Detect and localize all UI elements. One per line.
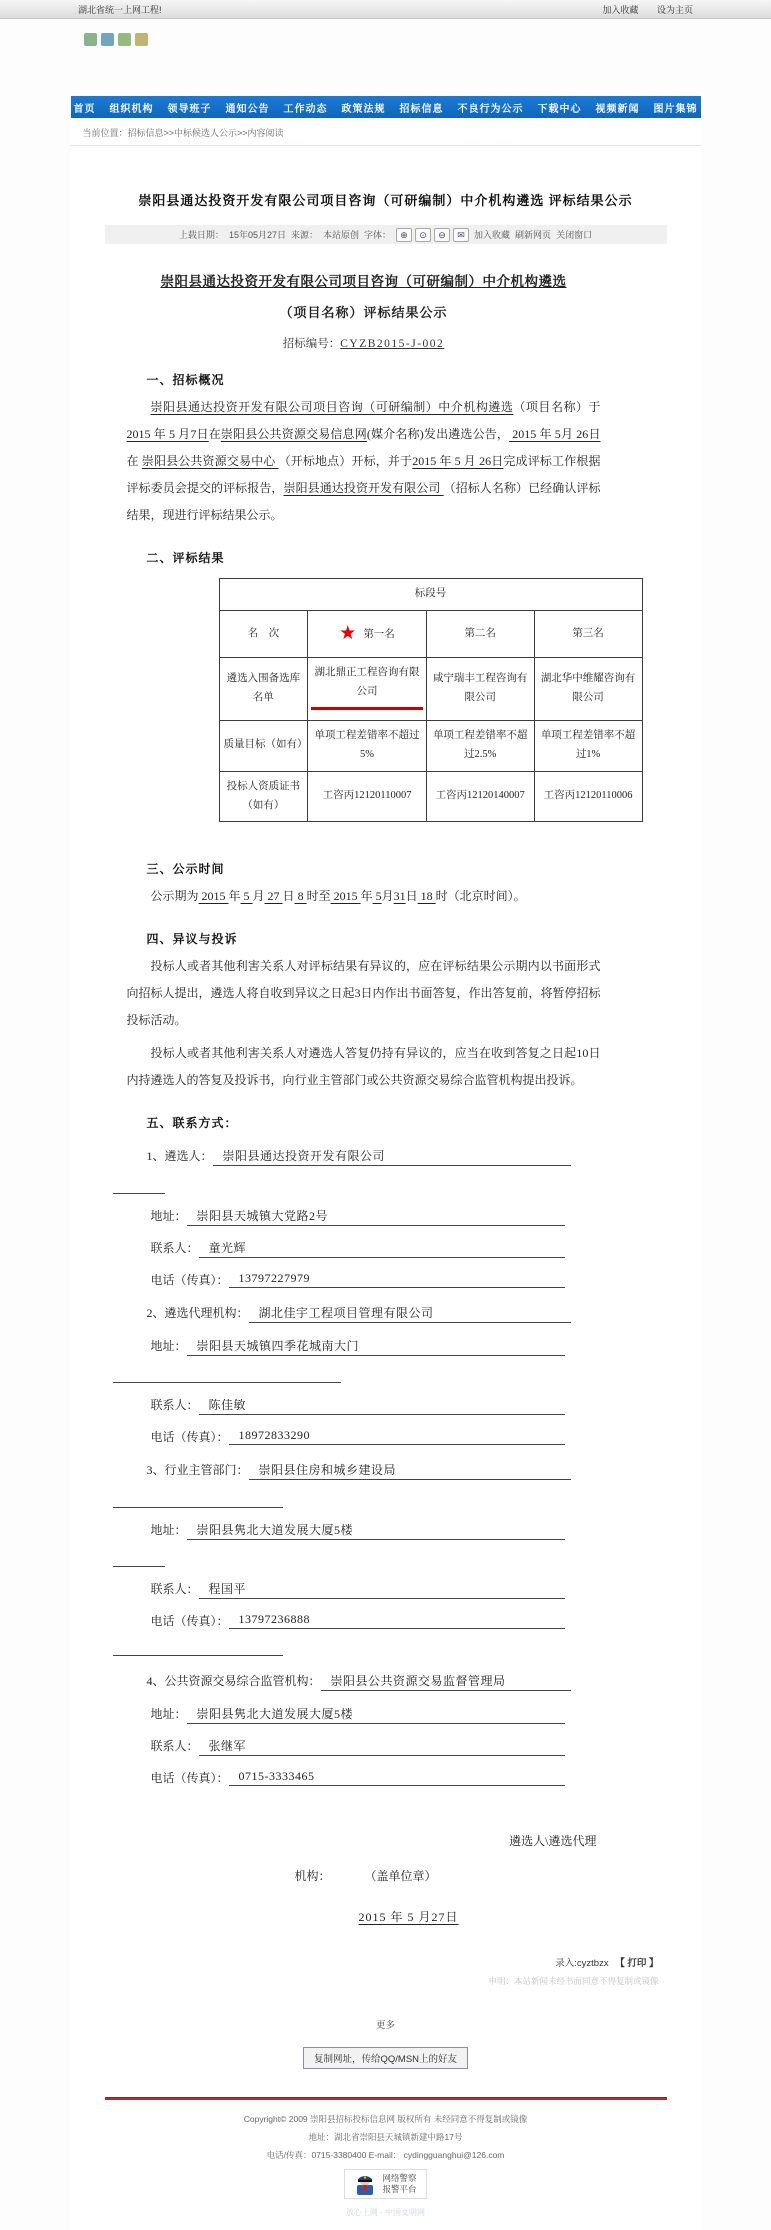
signature-block — [127, 1832, 601, 1925]
contacts-block — [127, 1147, 601, 1786]
contact-group-label: 2、遴选代理机构： — [146, 1306, 249, 1321]
section1-paragraph — [127, 394, 601, 529]
contact-group-value: 崇阳县住房和城乡建设局 — [249, 1461, 571, 1480]
contact-line-value: 崇阳县天城镇四季花城南大门 — [187, 1337, 565, 1356]
meta-refresh-link[interactable]: 刷新网页 — [515, 230, 552, 240]
rank-label-cell: 名 次 — [219, 610, 308, 657]
source-label: 来源： — [290, 230, 318, 240]
footer-separator — [105, 2097, 667, 2100]
contact-line-label: 电话（传真）： — [150, 1273, 229, 1288]
contact-line — [151, 1521, 565, 1540]
table-cell: 咸宁瑞丰工程咨询有限公司 — [426, 658, 534, 721]
contact-line-value: 童光辉 — [199, 1239, 565, 1258]
section1-heading: 一、招标概况 — [146, 373, 225, 387]
contact-line-label: 电话（传真）： — [150, 1614, 229, 1629]
source-value: 本站原创 — [323, 230, 360, 240]
contact-line-label: 地址： — [150, 1523, 187, 1538]
nav-item-3[interactable]: 领导班子 — [167, 103, 212, 115]
contact-line-value: 程国平 — [199, 1580, 565, 1599]
topbar-right-links — [586, 3, 693, 16]
browser-topbar — [0, 0, 771, 19]
section2-heading: 二、评标结果 — [146, 551, 225, 565]
contact-line-label: 联系人： — [150, 1582, 199, 1597]
doc-title-line1: 崇阳县通达投资开发有限公司项目咨询（可研编制）中介机构遴选 — [160, 274, 567, 289]
text-segment: 月 — [252, 889, 265, 904]
contact-group-1 — [147, 1147, 571, 1166]
mini-icon-3 — [118, 33, 131, 46]
nav-item-7[interactable]: 招标信息 — [399, 103, 444, 115]
nav-item-1[interactable]: 首页 — [73, 103, 96, 115]
signature-org-label: 机构： — [294, 1869, 331, 1884]
contact-line-value: 18972833290 — [229, 1428, 565, 1445]
nav-item-2[interactable]: 组织机构 — [109, 103, 154, 115]
text-segment: 2015 — [330, 889, 361, 904]
faint-footer-text: 放心上网 · 中国文明网 — [345, 2208, 426, 2218]
text-segment: 2015 年 5 月 26日 — [412, 454, 504, 468]
blank-underline — [113, 1553, 165, 1567]
upload-date-label: 上载日期： — [178, 230, 224, 240]
contact-line-value: 崇阳县隽北大道发展大厦5楼 — [187, 1705, 565, 1724]
entry-author: 录入:cyztbzx — [555, 1958, 609, 1970]
contact-line-label: 地址： — [150, 1707, 187, 1722]
table-cell: 湖北鼎正工程咨询有限公司 — [308, 658, 426, 721]
table-header-lot-number: 标段号 — [219, 579, 642, 611]
meta-bar — [105, 225, 667, 244]
more-link[interactable]: 更多 — [375, 2020, 395, 2032]
winner-red-underline — [311, 707, 422, 710]
contact-line — [151, 1271, 565, 1288]
row-label-cell: 遴选入围备选库名单 — [219, 658, 308, 721]
text-segment: 年 — [360, 889, 373, 904]
contact-line — [151, 1769, 565, 1786]
table-cell: 工咨丙12120110007 — [308, 771, 426, 822]
contact-line — [151, 1207, 565, 1226]
contact-line — [151, 1580, 565, 1599]
doc-title-line2: （项目名称）评标结果公示 — [279, 305, 448, 320]
upload-date: 15年05月27日 — [228, 230, 286, 240]
contact-line-value: 13797236888 — [229, 1612, 565, 1629]
contact-group-3 — [147, 1461, 571, 1480]
contact-line-value: 崇阳县天城镇大党路2号 — [187, 1207, 565, 1226]
footer-contact: 电话/传真：0715-3380400 E-mail： cydingguanghui@126.com — [266, 2150, 505, 2161]
bid-number-label: 招标编号： — [282, 338, 341, 350]
print-button[interactable]: 【 打印 】 — [615, 1958, 659, 1970]
font-reset-icon[interactable]: ⊙ — [415, 228, 431, 242]
contact-line-value: 13797227979 — [229, 1271, 565, 1288]
text-segment: 崇阳县公共资源交易中心 — [141, 454, 279, 468]
nav-item-8[interactable]: 不良行为公示 — [457, 103, 524, 115]
footer — [71, 2110, 701, 2230]
contact-group-value: 崇阳县公共资源交易监督管理局 — [321, 1672, 571, 1691]
contact-line — [151, 1337, 565, 1356]
text-segment: 2015 年 5月 26日 — [509, 427, 601, 441]
text-segment: 时至 — [306, 889, 331, 904]
add-favorite-link[interactable]: 加入收藏 — [602, 5, 639, 15]
contact-group-4 — [147, 1672, 571, 1691]
section5-heading: 五、联系方式： — [146, 1116, 238, 1131]
table-cell: 单项工程差错率不超过2.5% — [426, 720, 534, 771]
text-segment: 完成评标工作根据评标委员会提交的评标报告， — [126, 454, 601, 495]
nav-item-9[interactable]: 下载中心 — [537, 103, 582, 115]
document-body — [71, 244, 701, 1925]
blank-underline — [113, 1369, 341, 1383]
contact-line-label: 电话（传真）： — [150, 1771, 229, 1786]
text-segment: 崇阳县通达投资开发有限公司 — [283, 481, 444, 495]
text-segment: 2015 — [198, 889, 229, 904]
text-segment: 5 — [240, 889, 253, 904]
text-segment: （开标地点）开标，并于 — [278, 454, 413, 468]
meta-close-window-link[interactable]: 关闭窗口 — [556, 230, 593, 240]
font-size-label: 字体： — [364, 230, 392, 240]
table-cell: 单项工程差错率不超过5% — [308, 720, 426, 771]
rank-cell-2: 第二名 — [426, 610, 534, 657]
text-segment: 年 — [228, 889, 241, 904]
contact-line-value: 张继军 — [199, 1737, 565, 1756]
signature-seal-note: （盖单位章） — [364, 1869, 437, 1884]
section3-paragraph — [127, 883, 601, 910]
rank-cell-1: ★ 第一名 — [308, 610, 426, 657]
contact-line-label: 联系人： — [150, 1398, 199, 1413]
text-segment: 崇阳县公共资源交易信息网 — [220, 427, 367, 441]
text-segment: 日 — [405, 889, 418, 904]
section4-heading: 四、异议与投诉 — [146, 932, 238, 947]
signature-date: 2015 年 5 月27日 — [358, 1910, 459, 1925]
text-segment: 2015 年 5 月7日 — [126, 427, 209, 441]
contact-group-label: 3、行业主管部门： — [146, 1463, 249, 1478]
signature-org-line — [295, 1867, 601, 1884]
contact-group-value: 湖北佳宇工程项目管理有限公司 — [249, 1304, 571, 1323]
table-cell: 工咨丙12120110006 — [534, 771, 642, 822]
contact-group-2 — [147, 1304, 571, 1323]
copy-url-share-button[interactable]: 复制网址，传给QQ/MSN上的好友 — [303, 2047, 468, 2069]
mail-page-icon[interactable]: ✉ — [453, 228, 469, 242]
footer-copyright: Copyright© 2009 崇阳县招标投标信息网 版权所有 未经同意不得复制或镜像 — [243, 2114, 528, 2125]
text-segment: 18 — [417, 889, 436, 904]
mini-icon-4 — [135, 33, 148, 46]
font-smaller-icon[interactable]: ⊖ — [434, 228, 450, 242]
breadcrumb: 当前位置：招标信息>>中标候选人公示>>内容阅读 — [71, 118, 701, 146]
section3-heading: 三、公示时间 — [146, 862, 225, 877]
blank-underline — [113, 1642, 283, 1656]
topbar-left-text: 湖北省统一上网工程! — [78, 5, 162, 15]
copy-disclaimer: 申明：本站新闻未经书面同意不得复制或镜像 — [488, 1976, 659, 1987]
contact-line — [151, 1612, 565, 1629]
text-segment: 5 — [372, 889, 382, 904]
blank-underline — [113, 1494, 283, 1508]
section4-paragraph2: 投标人或者其他利害关系人对遴选人答复仍持有异议的，应当在收到答复之日起10日内持遴选人的答复及投诉书，向行业主管部门或公共资源交易综合监管机构提出投诉。 — [126, 1046, 601, 1088]
text-segment: 在 — [126, 454, 142, 468]
page-title: 崇阳县通达投资开发有限公司项目咨询（可研编制）中介机构遴选 评标结果公示 — [138, 193, 633, 208]
row-label-cell: 投标人资质证书（如有） — [219, 771, 308, 822]
contact-group-label: 4、公共资源交易综合监管机构： — [146, 1674, 321, 1689]
text-segment: （项目名称）于 — [513, 400, 601, 414]
font-larger-icon[interactable]: ⊕ — [396, 228, 412, 242]
bid-number-line — [127, 335, 601, 351]
text-segment: 27 — [264, 889, 283, 904]
text-segment: 日 — [282, 889, 295, 904]
mini-icon-2 — [101, 33, 114, 46]
section4-paragraph1: 投标人或者其他利害关系人对评标结果有异议的，应在评标结果公示期内以书面形式向招标人提出，遴选人将自收到异议之日起3日内作出书面答复，作出答复前，将暂停招标投标活动。 — [126, 959, 601, 1028]
contact-line-value: 崇阳县隽北大道发展大厦5楼 — [187, 1521, 565, 1540]
row-label-cell: 质量目标（如有） — [219, 720, 308, 771]
blank-underline — [113, 1180, 165, 1194]
contact-line-label: 联系人： — [150, 1739, 199, 1754]
contact-line-label: 地址： — [150, 1209, 187, 1224]
evaluation-result-table — [219, 578, 643, 822]
contact-line-label: 地址： — [150, 1339, 187, 1354]
first-place-star-icon: ★ — [339, 622, 357, 644]
contact-line — [151, 1428, 565, 1445]
table-cell: 工咨丙12120140007 — [426, 771, 534, 822]
contact-line — [151, 1705, 565, 1724]
text-segment: （招标人名称）已经确认评标结果，现进行评标结果公示。 — [126, 481, 601, 522]
text-segment: 在 — [208, 427, 221, 441]
signature-role-line: 遴选人\遴选代理 — [509, 1834, 597, 1849]
text-segment: (媒介名称)发出遴选公告， — [366, 427, 510, 441]
cyber-police-badge[interactable] — [344, 2169, 426, 2199]
nav-item-6[interactable]: 政策法规 — [341, 103, 386, 115]
nav-item-11[interactable]: 图片集锦 — [653, 103, 698, 115]
contact-line — [151, 1239, 565, 1258]
contact-group-label: 1、遴选人： — [146, 1149, 213, 1164]
entry-line — [71, 1955, 701, 1969]
nav-item-10[interactable]: 视频新闻 — [595, 103, 640, 115]
contact-group-value: 崇阳县通达投资开发有限公司 — [213, 1147, 571, 1166]
meta-add-favorite-link[interactable]: 加入收藏 — [474, 230, 511, 240]
text-segment: 月 — [381, 889, 394, 904]
table-cell: 湖北华中维耀咨询有限公司 — [534, 658, 642, 721]
nav-item-5[interactable]: 工作动态 — [283, 103, 328, 115]
text-segment: 崇阳县通达投资开发有限公司项目咨询（可研编制）中介机构遴选 — [150, 400, 514, 414]
contact-line — [151, 1396, 565, 1415]
header-mini-icons — [84, 33, 771, 46]
set-homepage-link[interactable]: 设为主页 — [656, 5, 693, 15]
text-segment: 时（北京时间）。 — [435, 889, 526, 904]
contact-line-label: 联系人： — [150, 1241, 199, 1256]
main-nav — [71, 96, 701, 118]
rank-cell-3: 第三名 — [534, 610, 642, 657]
police-officer-icon — [354, 2172, 376, 2196]
contact-line-label: 电话（传真）： — [150, 1430, 229, 1445]
text-segment: 8 — [294, 889, 307, 904]
font-size-icons — [396, 228, 469, 242]
text-segment: 公示期为 — [150, 889, 199, 904]
mini-icon-1 — [84, 33, 97, 46]
text-segment: 31 — [393, 889, 406, 904]
contact-line-value: 0715-3333465 — [229, 1769, 565, 1786]
nav-item-4[interactable]: 通知公告 — [225, 103, 270, 115]
police-badge-text: 网络警察 报警平台 — [382, 2173, 417, 2195]
footer-address: 地址：湖北省崇阳县天城镇新建中路17号 — [308, 2132, 463, 2143]
main-container — [71, 96, 701, 2230]
table-cell: 单项工程差错率不超过1% — [534, 720, 642, 771]
bid-number-value: CYZB2015-J-002 — [340, 338, 445, 350]
contact-line-value: 陈佳敏 — [199, 1396, 565, 1415]
contact-line — [151, 1737, 565, 1756]
